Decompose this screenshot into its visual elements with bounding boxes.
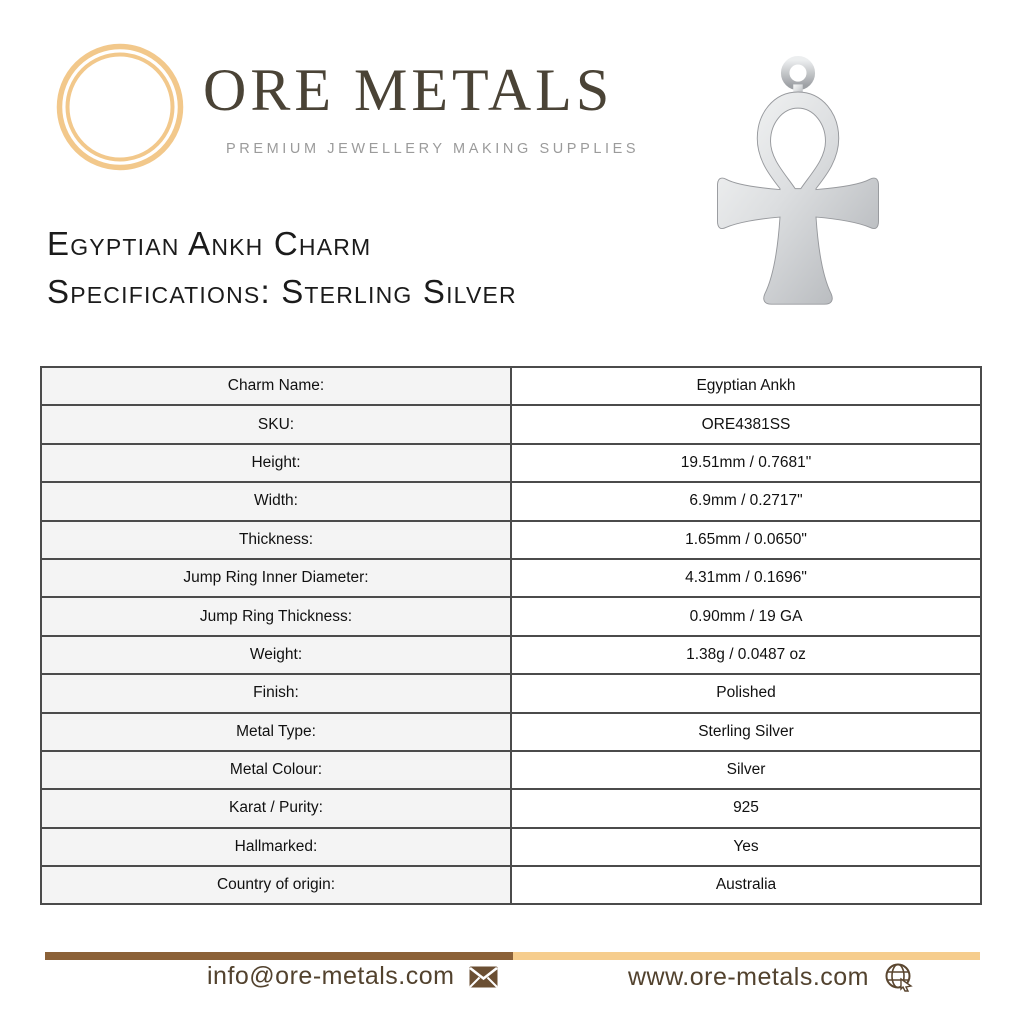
spec-label: Weight: <box>41 636 511 674</box>
table-row <box>41 866 981 904</box>
spec-value: 0.90mm / 19 GA <box>511 597 981 635</box>
email-text: info@ore-metals.com <box>207 962 455 990</box>
spec-label: Karat / Purity: <box>41 789 511 827</box>
spec-value: 6.9mm / 0.2717" <box>511 482 981 520</box>
product-photo-ankh-charm <box>708 44 888 325</box>
double-ring-icon <box>53 40 187 174</box>
spec-value: 1.65mm / 0.0650" <box>511 521 981 559</box>
spec-label: Metal Type: <box>41 713 511 751</box>
spec-label: SKU: <box>41 405 511 443</box>
envelope-icon <box>469 966 498 988</box>
spec-label: Jump Ring Inner Diameter: <box>41 559 511 597</box>
table-row <box>41 521 981 559</box>
website-text: www.ore-metals.com <box>628 962 869 991</box>
spec-value: 19.51mm / 0.7681" <box>511 444 981 482</box>
brand-logo <box>53 40 187 179</box>
spec-value: Silver <box>511 751 981 789</box>
spec-label: Finish: <box>41 674 511 712</box>
specs-table <box>40 366 982 905</box>
brand-name: ORE METALS <box>203 57 614 123</box>
website-link[interactable] <box>628 962 914 992</box>
spec-value: ORE4381SS <box>511 405 981 443</box>
spec-label: Height: <box>41 444 511 482</box>
footer-divider <box>45 952 980 960</box>
spec-label: Jump Ring Thickness: <box>41 597 511 635</box>
product-title-line1: Egyptian Ankh Charm <box>47 225 372 262</box>
table-row <box>41 713 981 751</box>
table-row <box>41 482 981 520</box>
spec-value: Yes <box>511 828 981 866</box>
table-row <box>41 405 981 443</box>
product-title <box>47 220 517 316</box>
table-row <box>41 559 981 597</box>
spec-value: 1.38g / 0.0487 oz <box>511 636 981 674</box>
spec-value: Egyptian Ankh <box>511 367 981 405</box>
spec-label: Country of origin: <box>41 866 511 904</box>
table-row <box>41 597 981 635</box>
globe-icon <box>884 962 914 992</box>
spec-value: 925 <box>511 789 981 827</box>
divider-gold-segment <box>513 952 981 960</box>
email-link[interactable] <box>207 962 498 991</box>
table-row <box>41 674 981 712</box>
spec-value: 4.31mm / 0.1696" <box>511 559 981 597</box>
table-row <box>41 636 981 674</box>
product-title-line2: Specifications: Sterling Silver <box>47 273 517 310</box>
divider-brown-segment <box>45 952 513 960</box>
ankh-charm-image <box>708 44 888 320</box>
spec-label: Hallmarked: <box>41 828 511 866</box>
spec-value: Sterling Silver <box>511 713 981 751</box>
table-row <box>41 444 981 482</box>
spec-label: Metal Colour: <box>41 751 511 789</box>
table-row <box>41 751 981 789</box>
spec-label: Width: <box>41 482 511 520</box>
spec-value: Polished <box>511 674 981 712</box>
table-row <box>41 789 981 827</box>
spec-label: Thickness: <box>41 521 511 559</box>
table-row <box>41 828 981 866</box>
brand-tagline: PREMIUM JEWELLERY MAKING SUPPLIES <box>226 141 640 157</box>
table-row <box>41 367 981 405</box>
spec-label: Charm Name: <box>41 367 511 405</box>
spec-value: Australia <box>511 866 981 904</box>
